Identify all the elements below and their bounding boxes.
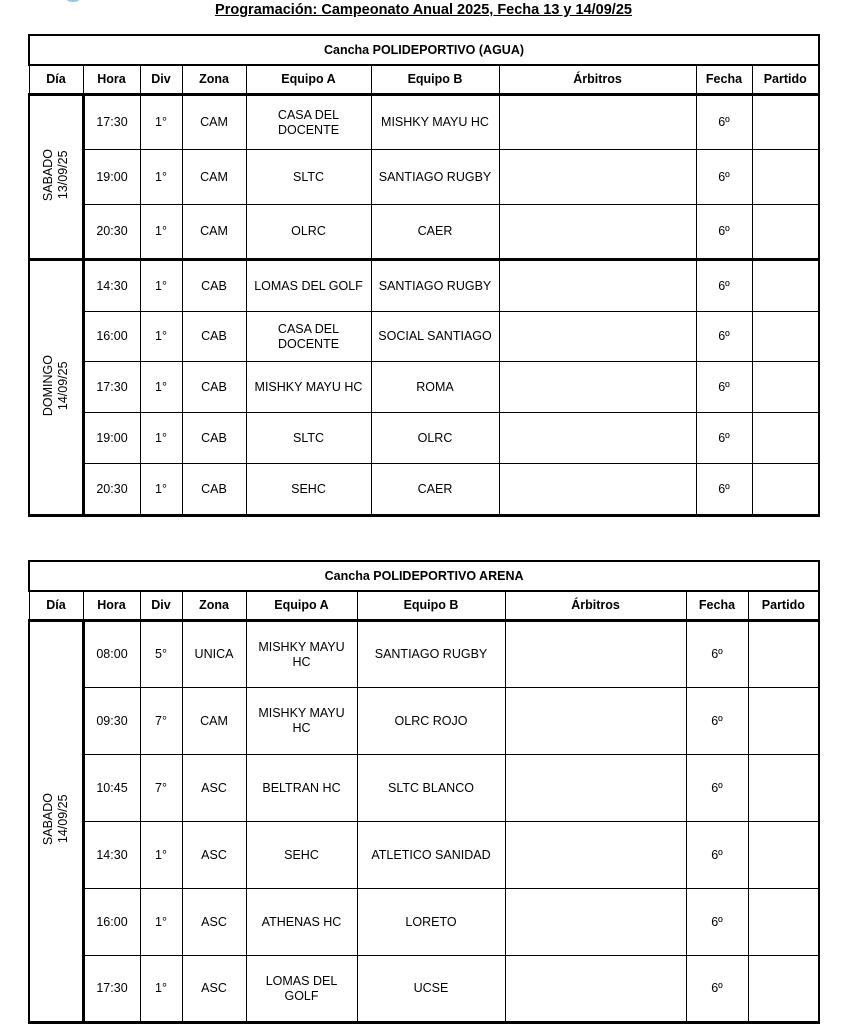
zona-cell: CAB (182, 362, 246, 413)
fecha-cell: 6º (696, 95, 752, 150)
day-cell (29, 621, 83, 1023)
table-row (29, 205, 819, 260)
table-row (29, 889, 819, 956)
header-arbitros: Árbitros (499, 65, 696, 95)
arbitros-cell (499, 362, 696, 413)
day-date: 14/09/25 (55, 361, 70, 410)
equipo-b-cell: ATLETICO SANIDAD (357, 822, 505, 889)
partido-cell (748, 956, 819, 1023)
day-name: SABADO (40, 148, 55, 202)
zona-cell: CAB (182, 413, 246, 464)
partido-cell (752, 205, 819, 260)
div-cell: 5° (140, 621, 182, 688)
table-row (29, 688, 819, 755)
equipo-a-cell: SEHC (246, 822, 357, 889)
header-equipo-b: Equipo B (371, 65, 499, 95)
partido-cell (752, 95, 819, 150)
equipo-b-cell: OLRC ROJO (357, 688, 505, 755)
fecha-cell: 6º (696, 413, 752, 464)
fecha-cell: 6º (686, 688, 748, 755)
div-cell: 7° (140, 688, 182, 755)
equipo-a-cell: SLTC (246, 150, 371, 205)
fecha-cell: 6º (696, 312, 752, 362)
header-zona: Zona (182, 591, 246, 621)
equipo-a-cell: MISHKY MAYU HC (246, 362, 371, 413)
partido-cell (748, 688, 819, 755)
div-cell: 1° (140, 822, 182, 889)
header-partido: Partido (748, 591, 819, 621)
equipo-b-cell: OLRC (371, 413, 499, 464)
equipo-b-cell: LORETO (357, 889, 505, 956)
fecha-cell: 6º (686, 956, 748, 1023)
partido-cell (748, 621, 819, 688)
header-dia: Día (29, 65, 83, 95)
equipo-b-cell: SANTIAGO RUGBY (371, 150, 499, 205)
day-name: DOMINGO (40, 354, 55, 417)
equipo-a-cell: CASA DEL DOCENTE (246, 312, 371, 362)
hora-cell: 16:00 (83, 312, 140, 362)
header-equipo-a: Equipo A (246, 65, 371, 95)
partido-cell (752, 413, 819, 464)
arbitros-cell (499, 312, 696, 362)
fecha-cell: 6º (686, 621, 748, 688)
equipo-a-cell: BELTRAN HC (246, 755, 357, 822)
equipo-a-cell: OLRC (246, 205, 371, 260)
hora-cell: 20:30 (83, 205, 140, 260)
arbitros-cell (505, 755, 686, 822)
day-label (41, 149, 71, 201)
equipo-a-cell: SEHC (246, 464, 371, 516)
cancha-title: Cancha POLIDEPORTIVO (AGUA) (29, 35, 819, 65)
equipo-b-cell: SLTC BLANCO (357, 755, 505, 822)
fecha-cell: 6º (696, 205, 752, 260)
header-zona: Zona (182, 65, 246, 95)
equipo-a-cell: ATHENAS HC (246, 889, 357, 956)
partido-cell (752, 260, 819, 312)
header-hora: Hora (83, 591, 140, 621)
header-div: Div (140, 65, 182, 95)
day-date: 13/09/25 (55, 150, 70, 200)
equipo-a-cell: LOMAS DEL GOLF (246, 260, 371, 312)
day-label (41, 355, 71, 416)
hora-cell: 14:30 (83, 260, 140, 312)
header-row (29, 591, 819, 621)
partido-cell (748, 755, 819, 822)
div-cell: 1° (140, 150, 182, 205)
zona-cell: ASC (182, 889, 246, 956)
zona-cell: ASC (182, 822, 246, 889)
div-cell: 1° (140, 205, 182, 260)
equipo-a-cell: LOMAS DEL GOLF (246, 956, 357, 1023)
table-row (29, 95, 819, 150)
partido-cell (752, 362, 819, 413)
table-row (29, 621, 819, 688)
table-row (29, 822, 819, 889)
schedule-table-agua (28, 34, 820, 517)
equipo-b-cell: SOCIAL SANTIAGO (371, 312, 499, 362)
arbitros-cell (499, 413, 696, 464)
header-fecha: Fecha (686, 591, 748, 621)
partido-cell (752, 312, 819, 362)
day-label (41, 793, 71, 845)
fecha-cell: 6º (696, 260, 752, 312)
fecha-cell: 6º (696, 150, 752, 205)
arbitros-cell (505, 621, 686, 688)
equipo-b-cell: UCSE (357, 956, 505, 1023)
header-dia: Día (29, 591, 83, 621)
day-cell (29, 95, 83, 260)
schedule-table-arena (28, 560, 820, 1024)
cancha-title: Cancha POLIDEPORTIVO ARENA (29, 561, 819, 591)
div-cell: 1° (140, 95, 182, 150)
div-cell: 1° (140, 413, 182, 464)
fecha-cell: 6º (696, 464, 752, 516)
hora-cell: 17:30 (83, 956, 140, 1023)
hora-cell: 19:00 (83, 413, 140, 464)
table-row (29, 312, 819, 362)
arbitros-cell (499, 260, 696, 312)
div-cell: 1° (140, 260, 182, 312)
partido-cell (748, 822, 819, 889)
zona-cell: CAB (182, 260, 246, 312)
header-equipo-a: Equipo A (246, 591, 357, 621)
equipo-a-cell: CASA DEL DOCENTE (246, 95, 371, 150)
fecha-cell: 6º (686, 755, 748, 822)
arbitros-cell (505, 688, 686, 755)
hora-cell: 20:30 (83, 464, 140, 516)
hora-cell: 09:30 (83, 688, 140, 755)
div-cell: 1° (140, 312, 182, 362)
hora-cell: 17:30 (83, 362, 140, 413)
zona-cell: CAM (182, 205, 246, 260)
hora-cell: 16:00 (83, 889, 140, 956)
day-name: SABADO (40, 793, 55, 846)
fecha-cell: 6º (686, 889, 748, 956)
div-cell: 1° (140, 956, 182, 1023)
equipo-a-cell: MISHKY MAYU HC (246, 688, 357, 755)
equipo-b-cell: ROMA (371, 362, 499, 413)
partido-cell (752, 150, 819, 205)
fecha-cell: 6º (686, 822, 748, 889)
table-row (29, 260, 819, 312)
arbitros-cell (499, 150, 696, 205)
arbitros-cell (499, 205, 696, 260)
hora-cell: 17:30 (83, 95, 140, 150)
arbitros-cell (499, 95, 696, 150)
equipo-b-cell: CAER (371, 205, 499, 260)
div-cell: 1° (140, 362, 182, 413)
zona-cell: CAB (182, 464, 246, 516)
zona-cell: CAM (182, 688, 246, 755)
table-row (29, 362, 819, 413)
equipo-b-cell: SANTIAGO RUGBY (371, 260, 499, 312)
table-row (29, 150, 819, 205)
equipo-a-cell: MISHKY MAYU HC (246, 621, 357, 688)
equipo-a-cell: SLTC (246, 413, 371, 464)
day-cell (29, 260, 83, 516)
table-row (29, 464, 819, 516)
table-row (29, 413, 819, 464)
zona-cell: CAM (182, 95, 246, 150)
hora-cell: 14:30 (83, 822, 140, 889)
div-cell: 1° (140, 464, 182, 516)
header-div: Div (140, 591, 182, 621)
zona-cell: ASC (182, 755, 246, 822)
arbitros-cell (505, 956, 686, 1023)
day-date: 14/09/25 (55, 795, 70, 844)
header-arbitros: Árbitros (505, 591, 686, 621)
hora-cell: 10:45 (83, 755, 140, 822)
header-fecha: Fecha (696, 65, 752, 95)
div-cell: 7° (140, 755, 182, 822)
partido-cell (752, 464, 819, 516)
arbitros-cell (505, 822, 686, 889)
header-hora: Hora (83, 65, 140, 95)
div-cell: 1° (140, 889, 182, 956)
fecha-cell: 6º (696, 362, 752, 413)
zona-cell: CAM (182, 150, 246, 205)
equipo-b-cell: SANTIAGO RUGBY (357, 621, 505, 688)
page-title: Programación: Campeonato Anual 2025, Fecha 13 y 14/09/25 (215, 2, 632, 18)
table-row (29, 956, 819, 1023)
header-equipo-b: Equipo B (357, 591, 505, 621)
hora-cell: 19:00 (83, 150, 140, 205)
header-partido: Partido (752, 65, 819, 95)
zona-cell: UNICA (182, 621, 246, 688)
zona-cell: ASC (182, 956, 246, 1023)
header-row (29, 65, 819, 95)
equipo-b-cell: CAER (371, 464, 499, 516)
table-row (29, 755, 819, 822)
arbitros-cell (505, 889, 686, 956)
equipo-b-cell: MISHKY MAYU HC (371, 95, 499, 150)
partido-cell (748, 889, 819, 956)
zona-cell: CAB (182, 312, 246, 362)
hora-cell: 08:00 (83, 621, 140, 688)
arbitros-cell (499, 464, 696, 516)
